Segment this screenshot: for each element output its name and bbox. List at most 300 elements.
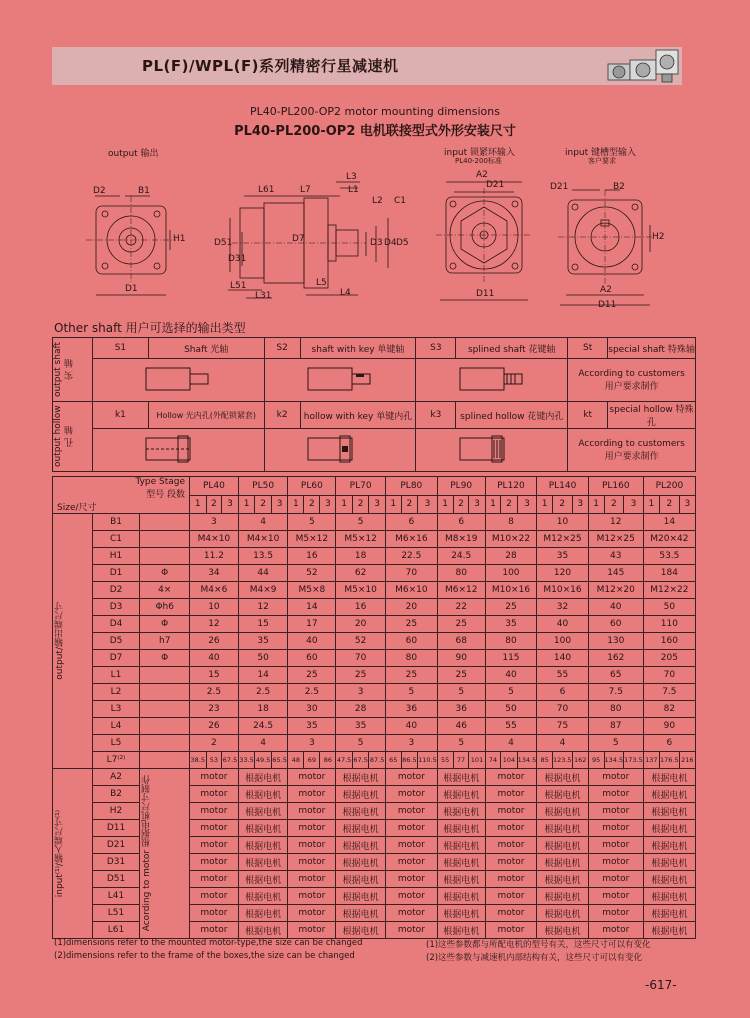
stage-header: 2 bbox=[206, 495, 222, 514]
param-name: L4 bbox=[92, 718, 140, 735]
spec-value: 55 bbox=[485, 718, 537, 735]
spec-value: 52 bbox=[336, 633, 386, 650]
spec-value: M4×6 bbox=[190, 582, 239, 599]
param-name: D2 bbox=[92, 582, 140, 599]
dim-b1: B1 bbox=[138, 186, 150, 196]
spec-value: 145 bbox=[588, 565, 643, 582]
spec-value: 50 bbox=[238, 650, 288, 667]
spec-value: 10 bbox=[537, 514, 589, 531]
motor-group-label: Acording to motor 根据电机尺寸制作 bbox=[140, 769, 190, 939]
stage-header: 1 bbox=[336, 495, 353, 514]
spec-value: 62 bbox=[336, 565, 386, 582]
spec-value: 12 bbox=[238, 599, 288, 616]
spec-value: 140 bbox=[537, 650, 589, 667]
shaft-code-s2: S2 bbox=[264, 338, 300, 359]
spec-value: 24.5 bbox=[238, 718, 288, 735]
motor-value: motor bbox=[588, 786, 643, 803]
motor-value: 根据电机 bbox=[336, 854, 386, 871]
motor-value: 根据电机 bbox=[537, 803, 589, 820]
spec-value: 16 bbox=[336, 599, 386, 616]
spec-value: 14 bbox=[288, 599, 336, 616]
model-header: PL70 bbox=[336, 477, 386, 496]
motor-value: motor bbox=[385, 922, 437, 939]
stage-header: 2 bbox=[401, 495, 418, 514]
motor-value: motor bbox=[190, 922, 239, 939]
param-symbol bbox=[140, 735, 190, 752]
l7-value: 67.5 bbox=[222, 752, 239, 769]
spec-value: 7.5 bbox=[643, 684, 695, 701]
model-header: PL40 bbox=[190, 477, 239, 496]
spec-value: 60 bbox=[288, 650, 336, 667]
spec-value: 5 bbox=[385, 684, 437, 701]
motor-value: 根据电机 bbox=[537, 769, 589, 786]
dim-l3: L3 bbox=[346, 172, 357, 182]
page-number: -617- bbox=[645, 978, 677, 992]
spec-value: 70 bbox=[537, 701, 589, 718]
spec-value: 65 bbox=[588, 667, 643, 684]
motor-value: motor bbox=[485, 820, 537, 837]
model-header: PL120 bbox=[485, 477, 537, 496]
stage-header: 3 bbox=[271, 495, 288, 514]
spec-value: 50 bbox=[485, 701, 537, 718]
l7-value: 137 bbox=[643, 752, 659, 769]
motor-value: 根据电机 bbox=[643, 820, 695, 837]
param-name: D4 bbox=[92, 616, 140, 633]
motor-value: 根据电机 bbox=[537, 871, 589, 888]
motor-value: motor bbox=[588, 854, 643, 871]
param-name: C1 bbox=[92, 531, 140, 548]
spec-value: 36 bbox=[385, 701, 437, 718]
spec-value: 90 bbox=[643, 718, 695, 735]
spec-value: 28 bbox=[336, 701, 386, 718]
spec-value: 160 bbox=[643, 633, 695, 650]
spec-value: M12×25 bbox=[537, 531, 589, 548]
spec-value: 26 bbox=[190, 633, 239, 650]
spec-value: 40 bbox=[288, 633, 336, 650]
spec-value: 11.2 bbox=[190, 548, 239, 565]
motor-value: motor bbox=[190, 905, 239, 922]
stage-header: 1 bbox=[238, 495, 255, 514]
motor-value: motor bbox=[588, 769, 643, 786]
spec-value: 5 bbox=[288, 514, 336, 531]
spec-value: 40 bbox=[537, 616, 589, 633]
spec-value: 40 bbox=[385, 718, 437, 735]
dim-l51: L51 bbox=[230, 281, 247, 291]
param-symbol bbox=[140, 752, 190, 769]
param-name: L41 bbox=[92, 888, 140, 905]
motor-value: motor bbox=[385, 769, 437, 786]
spec-value: 100 bbox=[537, 633, 589, 650]
motor-value: 根据电机 bbox=[437, 837, 485, 854]
stage-header: 2 bbox=[304, 495, 320, 514]
stage-header: 3 bbox=[469, 495, 485, 514]
spec-value: M12×20 bbox=[588, 582, 643, 599]
dim-d11-keyway: D11 bbox=[598, 300, 617, 310]
param-name: D5 bbox=[92, 633, 140, 650]
spec-value: 3 bbox=[336, 684, 386, 701]
motor-value: motor bbox=[385, 786, 437, 803]
stage-header: 2 bbox=[552, 495, 572, 514]
spec-value: 25 bbox=[437, 616, 485, 633]
spec-table bbox=[52, 476, 696, 939]
spec-value: 35 bbox=[238, 633, 288, 650]
motor-value: motor bbox=[385, 820, 437, 837]
spec-value: M6×12 bbox=[437, 582, 485, 599]
motor-value: motor bbox=[288, 786, 336, 803]
stage-header: 1 bbox=[385, 495, 401, 514]
spec-value: 40 bbox=[190, 650, 239, 667]
l7-value: 48 bbox=[288, 752, 304, 769]
motor-value: motor bbox=[190, 786, 239, 803]
shaft-name-s1: Shaft 光轴 bbox=[148, 338, 264, 359]
stage-header: 3 bbox=[320, 495, 336, 514]
param-symbol bbox=[140, 531, 190, 548]
dim-l31: L31 bbox=[255, 291, 272, 301]
stage-header: 3 bbox=[222, 495, 239, 514]
spec-value: 40 bbox=[485, 667, 537, 684]
l7-value: 77 bbox=[453, 752, 469, 769]
motor-value: 根据电机 bbox=[336, 837, 386, 854]
spec-value: 25 bbox=[385, 616, 437, 633]
stage-header: 1 bbox=[437, 495, 453, 514]
l7-value: 85 bbox=[537, 752, 553, 769]
motor-value: motor bbox=[288, 769, 336, 786]
motor-value: motor bbox=[485, 837, 537, 854]
shaft-image-s1 bbox=[92, 359, 264, 402]
shaft-name-kt: special hollow 特殊孔 bbox=[608, 402, 696, 429]
spec-value: 8 bbox=[485, 514, 537, 531]
input-lock-ring-note: PL40-200标准 bbox=[455, 157, 502, 165]
dim-d21: D21 bbox=[486, 180, 505, 190]
spec-value: 23 bbox=[190, 701, 239, 718]
motor-value: 根据电机 bbox=[437, 905, 485, 922]
stage-header: 3 bbox=[572, 495, 588, 514]
motor-value: motor bbox=[288, 922, 336, 939]
spec-value: 15 bbox=[190, 667, 239, 684]
l7-value: 216 bbox=[679, 752, 695, 769]
stage-header: 1 bbox=[643, 495, 659, 514]
spec-value: 25 bbox=[437, 667, 485, 684]
l7-value: 104 bbox=[501, 752, 517, 769]
spec-value: 12 bbox=[190, 616, 239, 633]
footnote-en-2: (2)dimensions refer to the frame of the boxes,the size can be changed bbox=[54, 951, 355, 961]
param-name: D7 bbox=[92, 650, 140, 667]
motor-value: 根据电机 bbox=[437, 888, 485, 905]
footnote-cn-1: (1)这些参数都与所配电机的型号有关，这些尺寸可以有变化 bbox=[426, 940, 651, 950]
param-symbol bbox=[140, 718, 190, 735]
param-name: D31 bbox=[92, 854, 140, 871]
model-header: PL80 bbox=[385, 477, 437, 496]
dim-h2: H2 bbox=[652, 232, 665, 242]
l7-value: 53 bbox=[206, 752, 222, 769]
shaft-code-st: St bbox=[568, 338, 608, 359]
spec-value: 10 bbox=[190, 599, 239, 616]
subtitle-cn: PL40-PL200-OP2 电机联接型式外形安装尺寸 bbox=[234, 124, 516, 139]
param-name: D1 bbox=[92, 565, 140, 582]
spec-value: 70 bbox=[385, 565, 437, 582]
spec-value: 100 bbox=[485, 565, 537, 582]
motor-value: motor bbox=[485, 803, 537, 820]
spec-value: 25 bbox=[336, 667, 386, 684]
footnote-en-1: (1)dimensions refer to the mounted motor-type,the size can be changed bbox=[54, 938, 363, 948]
dim-l5: L5 bbox=[316, 278, 327, 288]
spec-value: 6 bbox=[385, 514, 437, 531]
dim-a2-keyway: A2 bbox=[600, 285, 612, 295]
dim-d2: D2 bbox=[93, 186, 106, 196]
spec-value: 87 bbox=[588, 718, 643, 735]
spec-value: 6 bbox=[537, 684, 589, 701]
stage-header: 1 bbox=[485, 495, 501, 514]
spec-value: 4 bbox=[238, 735, 288, 752]
spec-value: 35 bbox=[485, 616, 537, 633]
spec-value: 16 bbox=[288, 548, 336, 565]
shaft-image-k3 bbox=[416, 429, 568, 472]
param-name: L51 bbox=[92, 905, 140, 922]
spec-value: 50 bbox=[643, 599, 695, 616]
model-header: PL90 bbox=[437, 477, 485, 496]
dim-d3: D3 bbox=[370, 238, 383, 248]
type-stage-header: Type Stage 型号 段数 Size/尺寸 bbox=[53, 477, 190, 514]
shaft-image-k1 bbox=[92, 429, 264, 472]
l7-value: 86.5 bbox=[401, 752, 418, 769]
spec-value: 46 bbox=[437, 718, 485, 735]
spec-value: 22 bbox=[437, 599, 485, 616]
dim-d4: D4 bbox=[384, 238, 397, 248]
motor-value: motor bbox=[588, 803, 643, 820]
spec-value: 4 bbox=[537, 735, 589, 752]
stage-header: 3 bbox=[369, 495, 386, 514]
stage-header: 1 bbox=[190, 495, 207, 514]
stage-header: 1 bbox=[288, 495, 304, 514]
spec-value: 7.5 bbox=[588, 684, 643, 701]
l7-value: 49.5 bbox=[255, 752, 272, 769]
motor-value: motor bbox=[288, 905, 336, 922]
motor-value: 根据电机 bbox=[643, 871, 695, 888]
motor-value: motor bbox=[485, 786, 537, 803]
motor-value: 根据电机 bbox=[437, 854, 485, 871]
model-header: PL50 bbox=[238, 477, 288, 496]
dim-l1: L1 bbox=[348, 185, 359, 195]
dim-d11: D11 bbox=[476, 289, 495, 299]
param-name: D21 bbox=[92, 837, 140, 854]
spec-value: M4×10 bbox=[238, 531, 288, 548]
param-name: L1 bbox=[92, 667, 140, 684]
input-keyway-note: 客户要求 bbox=[588, 157, 616, 165]
motor-value: motor bbox=[385, 803, 437, 820]
motor-value: 根据电机 bbox=[437, 803, 485, 820]
spec-value: 36 bbox=[437, 701, 485, 718]
stage-header: 2 bbox=[501, 495, 517, 514]
l7-value: 47.5 bbox=[336, 752, 353, 769]
spec-value: 32 bbox=[537, 599, 589, 616]
param-name: L3 bbox=[92, 701, 140, 718]
spec-value: 6 bbox=[437, 514, 485, 531]
model-header: PL140 bbox=[537, 477, 589, 496]
motor-value: motor bbox=[588, 820, 643, 837]
motor-value: 根据电机 bbox=[643, 854, 695, 871]
motor-value: 根据电机 bbox=[537, 888, 589, 905]
spec-value: 35 bbox=[288, 718, 336, 735]
param-name: L61 bbox=[92, 922, 140, 939]
l7-value: 162 bbox=[572, 752, 588, 769]
spec-value: 4 bbox=[238, 514, 288, 531]
dim-l2: L2 bbox=[372, 196, 383, 206]
spec-value: 120 bbox=[537, 565, 589, 582]
motor-value: 根据电机 bbox=[238, 922, 288, 939]
spec-value: M10×22 bbox=[485, 531, 537, 548]
param-name: L5 bbox=[92, 735, 140, 752]
dim-d7: D7 bbox=[292, 234, 305, 244]
motor-value: 根据电机 bbox=[336, 871, 386, 888]
dim-a2: A2 bbox=[476, 170, 488, 180]
dim-c1: C1 bbox=[394, 196, 407, 206]
l7-value: 65 bbox=[385, 752, 401, 769]
spec-value: 13.5 bbox=[238, 548, 288, 565]
param-symbol: 4× bbox=[140, 582, 190, 599]
motor-value: 根据电机 bbox=[537, 837, 589, 854]
stage-header: 2 bbox=[352, 495, 369, 514]
motor-value: 根据电机 bbox=[537, 905, 589, 922]
spec-value: 20 bbox=[336, 616, 386, 633]
motor-value: 根据电机 bbox=[336, 905, 386, 922]
spec-value: 43 bbox=[588, 548, 643, 565]
spec-value: 60 bbox=[385, 633, 437, 650]
param-symbol: h7 bbox=[140, 633, 190, 650]
motor-value: motor bbox=[385, 837, 437, 854]
motor-value: motor bbox=[385, 871, 437, 888]
motor-value: 根据电机 bbox=[537, 820, 589, 837]
shaft-image-s2 bbox=[264, 359, 416, 402]
motor-value: 根据电机 bbox=[238, 786, 288, 803]
param-symbol: Φ bbox=[140, 650, 190, 667]
spec-value: 5 bbox=[437, 735, 485, 752]
spec-value: 25 bbox=[288, 667, 336, 684]
spec-value: 5 bbox=[437, 684, 485, 701]
stage-header: 2 bbox=[453, 495, 469, 514]
param-name: D51 bbox=[92, 871, 140, 888]
other-shaft-title: Other shaft 用户可选择的输出类型 bbox=[54, 321, 246, 335]
shaft-type-table bbox=[52, 337, 696, 472]
motor-value: 根据电机 bbox=[643, 803, 695, 820]
motor-value: motor bbox=[190, 837, 239, 854]
shaft-code-kt: kt bbox=[568, 402, 608, 429]
motor-value: motor bbox=[288, 854, 336, 871]
motor-value: motor bbox=[485, 905, 537, 922]
spec-value: 35 bbox=[537, 548, 589, 565]
spec-value: 115 bbox=[485, 650, 537, 667]
output-view-label: output 输出 bbox=[108, 149, 159, 159]
dim-d51: D51 bbox=[214, 238, 233, 248]
motor-value: motor bbox=[588, 837, 643, 854]
param-symbol: Φ bbox=[140, 565, 190, 582]
stage-header: 1 bbox=[588, 495, 604, 514]
param-symbol bbox=[140, 667, 190, 684]
shaft-image-s3 bbox=[416, 359, 568, 402]
spec-value: 15 bbox=[238, 616, 288, 633]
spec-value: 110 bbox=[643, 616, 695, 633]
dimension-drawings bbox=[0, 0, 750, 320]
param-name: L2 bbox=[92, 684, 140, 701]
motor-value: 根据电机 bbox=[238, 803, 288, 820]
l7-value: 134.5 bbox=[517, 752, 537, 769]
spec-value: 6 bbox=[643, 735, 695, 752]
spec-value: 14 bbox=[643, 514, 695, 531]
spec-value: M5×10 bbox=[336, 582, 386, 599]
spec-value: 53.5 bbox=[643, 548, 695, 565]
spec-value: 52 bbox=[288, 565, 336, 582]
spec-value: 130 bbox=[588, 633, 643, 650]
dim-b2: B2 bbox=[613, 182, 625, 192]
motor-value: 根据电机 bbox=[336, 922, 386, 939]
spec-value: 12 bbox=[588, 514, 643, 531]
param-name: B1 bbox=[92, 514, 140, 531]
model-header: PL200 bbox=[643, 477, 695, 496]
dim-d21-keyway: D21 bbox=[550, 182, 569, 192]
spec-value: 2.5 bbox=[288, 684, 336, 701]
stage-header: 2 bbox=[660, 495, 680, 514]
motor-value: 根据电机 bbox=[238, 871, 288, 888]
spec-value: 75 bbox=[537, 718, 589, 735]
spec-value: 205 bbox=[643, 650, 695, 667]
motor-value: motor bbox=[190, 803, 239, 820]
output-group-label: output/输出端尺寸 bbox=[53, 514, 93, 769]
spec-value: M4×9 bbox=[238, 582, 288, 599]
spec-value: 35 bbox=[336, 718, 386, 735]
spec-value: 162 bbox=[588, 650, 643, 667]
input-lock-ring-label: input 锁紧环输入 bbox=[444, 148, 516, 158]
dim-d1: D1 bbox=[125, 284, 138, 294]
motor-value: motor bbox=[485, 922, 537, 939]
shaft-code-k2: k2 bbox=[264, 402, 300, 429]
motor-value: motor bbox=[485, 871, 537, 888]
stage-header: 3 bbox=[418, 495, 438, 514]
motor-value: 根据电机 bbox=[336, 820, 386, 837]
stage-header: 3 bbox=[624, 495, 644, 514]
motor-value: motor bbox=[485, 854, 537, 871]
motor-value: motor bbox=[190, 888, 239, 905]
param-name: D3 bbox=[92, 599, 140, 616]
motor-value: motor bbox=[588, 922, 643, 939]
spec-value: 55 bbox=[537, 667, 589, 684]
motor-value: motor bbox=[288, 888, 336, 905]
subtitle-en: PL40-PL200-OP2 motor mounting dimensions bbox=[250, 105, 500, 118]
solid-shaft-group: output shaft 实 轴 bbox=[53, 338, 93, 402]
param-name: B2 bbox=[92, 786, 140, 803]
shaft-name-k1: Hollow 光内孔(外配锁紧套) bbox=[148, 402, 264, 429]
shaft-code-k3: k3 bbox=[416, 402, 456, 429]
spec-value: 5 bbox=[588, 735, 643, 752]
motor-value: motor bbox=[385, 854, 437, 871]
motor-value: motor bbox=[588, 871, 643, 888]
spec-value: 18 bbox=[336, 548, 386, 565]
motor-value: 根据电机 bbox=[643, 888, 695, 905]
spec-value: 82 bbox=[643, 701, 695, 718]
spec-value: M12×22 bbox=[643, 582, 695, 599]
shaft-code-k1: k1 bbox=[92, 402, 148, 429]
motor-value: motor bbox=[190, 769, 239, 786]
motor-value: 根据电机 bbox=[437, 786, 485, 803]
motor-value: motor bbox=[385, 905, 437, 922]
l7-value: 176.5 bbox=[660, 752, 680, 769]
param-symbol bbox=[140, 701, 190, 718]
spec-value: 68 bbox=[437, 633, 485, 650]
spec-value: 3 bbox=[385, 735, 437, 752]
motor-value: motor bbox=[485, 769, 537, 786]
shaft-code-s3: S3 bbox=[416, 338, 456, 359]
footnote-cn-2: (2)这些参数与减速机内部结构有关，这些尺寸可以有变化 bbox=[426, 953, 643, 963]
spec-value: M4×10 bbox=[190, 531, 239, 548]
shaft-code-s1: S1 bbox=[92, 338, 148, 359]
